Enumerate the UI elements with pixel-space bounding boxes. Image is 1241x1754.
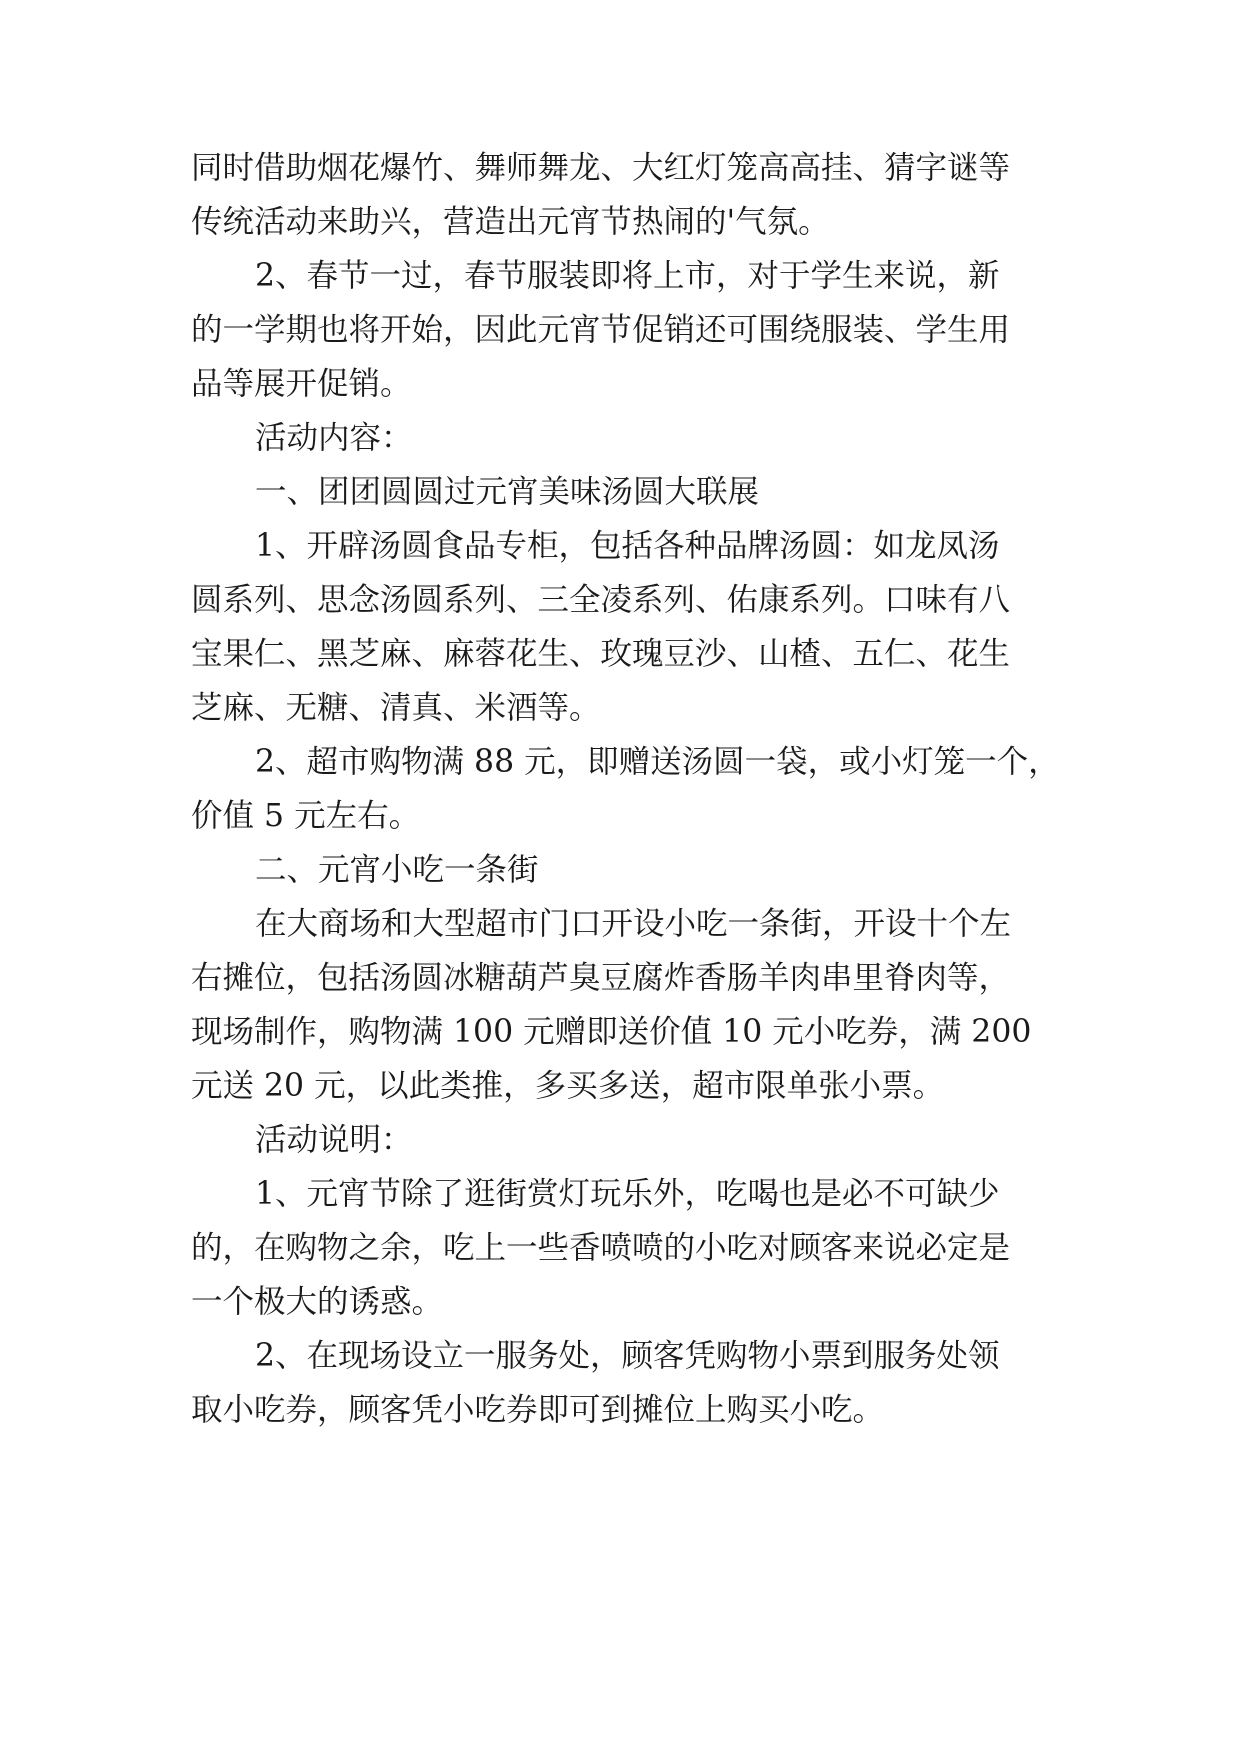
section-heading: 活动内容： <box>255 420 413 456</box>
text-line: 宝果仁、黑芝麻、麻蓉花生、玫瑰豆沙、山楂、五仁、花生 <box>191 636 1011 672</box>
text-line: 元送 20 元，以此类推，多买多送，超市限单张小票。 <box>191 1068 945 1104</box>
paragraph-start: 1、开辟汤圆食品专柜，包括各种品牌汤圆：如龙凤汤 <box>255 528 1000 564</box>
text-line: 品等展开促销。 <box>191 366 412 402</box>
section-heading: 活动说明： <box>255 1122 413 1158</box>
text-line: 一个极大的诱惑。 <box>191 1284 444 1320</box>
section-heading: 二、元宵小吃一条街 <box>255 852 539 888</box>
text-line: 的，在购物之余，吃上一些香喷喷的小吃对顾客来说必定是 <box>191 1230 1011 1266</box>
text-line: 传统活动来助兴，营造出元宵节热闹的'气氛。 <box>191 204 830 240</box>
text-line: 圆系列、思念汤圆系列、三全凌系列、佑康系列。口味有八 <box>191 582 1011 618</box>
paragraph-start: 2、春节一过，春节服装即将上市，对于学生来说，新 <box>255 258 1000 294</box>
paragraph-start: 1、元宵节除了逛街赏灯玩乐外，吃喝也是必不可缺少 <box>255 1176 1000 1212</box>
paragraph-start: 2、在现场设立一服务处，顾客凭购物小票到服务处领 <box>255 1338 1000 1374</box>
section-heading: 一、团团圆圆过元宵美味汤圆大联展 <box>255 474 760 510</box>
text-line: 同时借助烟花爆竹、舞师舞龙、大红灯笼高高挂、猜字谜等 <box>191 150 1011 186</box>
text-line: 的一学期也将开始，因此元宵节促销还可围绕服装、学生用 <box>191 312 1011 348</box>
paragraph-start: 在大商场和大型超市门口开设小吃一条街，开设十个左 <box>255 906 1012 942</box>
paragraph-start: 2、超市购物满 88 元，即赠送汤圆一袋，或小灯笼一个， <box>255 744 1060 780</box>
text-line: 取小吃券，顾客凭小吃券即可到摊位上购买小吃。 <box>191 1392 885 1428</box>
text-line: 现场制作，购物满 100 元赠即送价值 10 元小吃券，满 200 <box>191 1014 1032 1050</box>
text-line: 价值 5 元左右。 <box>191 798 421 834</box>
text-line: 右摊位，包括汤圆冰糖葫芦臭豆腐炸香肠羊肉串里脊肉等， <box>191 960 1011 996</box>
text-line: 芝麻、无糖、清真、米酒等。 <box>191 690 601 726</box>
